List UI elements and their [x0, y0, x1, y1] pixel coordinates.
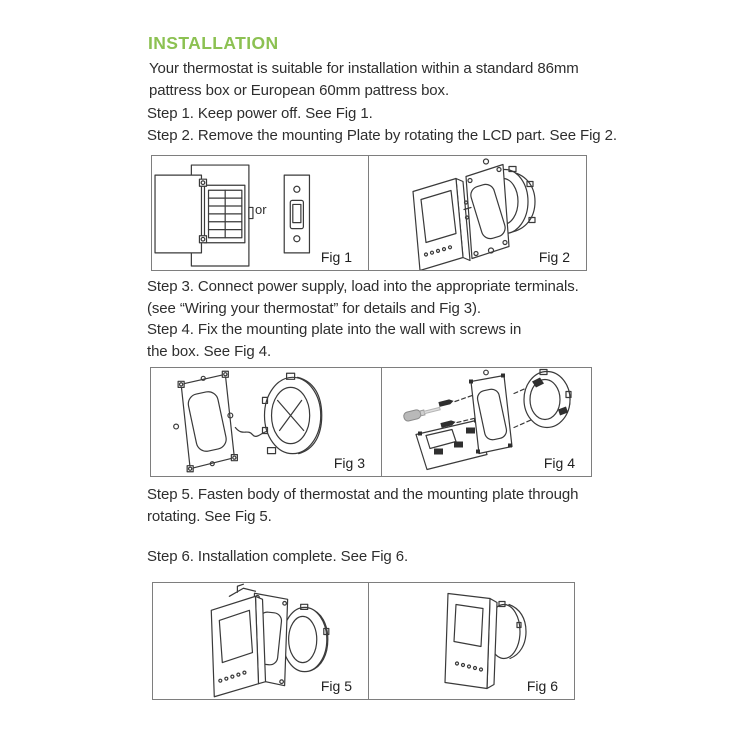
step-5-text-line1: Step 5. Fasten body of thermostat and the mounting plate through	[147, 486, 579, 503]
fig1-caption: Fig 1	[320, 249, 352, 265]
step-4-text-line2: the box. See Fig 4.	[147, 343, 272, 360]
light-switch-drawing	[284, 175, 309, 253]
wire-drawing	[235, 428, 266, 437]
step-4-text-line1: Step 4. Fix the mounting plate into the wall with screws in	[147, 321, 522, 338]
step-2-text: Step 2. Remove the mounting Plate by rotating the LCD part. See Fig 2.	[147, 127, 617, 144]
thermostat-body-drawing	[211, 596, 265, 696]
page-title: INSTALLATION	[148, 33, 279, 53]
figure-panel-fig6	[368, 583, 574, 699]
round-pattress-box-drawing	[262, 373, 321, 453]
step-5-text-line2: rotating. See Fig 5.	[147, 508, 272, 525]
fig3-caption: Fig 3	[333, 455, 365, 471]
step-6-text: Step 6. Installation complete. See Fig 6.	[147, 548, 409, 565]
round-pattress-box-drawing	[283, 604, 329, 671]
step-3-text-line2: (see “Wiring your thermostat” for details and Fig 3).	[147, 300, 481, 317]
screws-drawing	[438, 398, 456, 427]
figure-panel-fig1	[152, 156, 368, 270]
step-1-text: Step 1. Keep power off. See Fig 1.	[147, 105, 373, 122]
round-pattress-box-drawing	[524, 370, 571, 428]
figure-row-3	[152, 582, 575, 700]
figure-panel-fig3	[151, 368, 381, 476]
mounting-plate-drawing	[466, 159, 509, 259]
figure-panel-fig4	[381, 368, 591, 476]
figure-panel-fig5	[153, 583, 368, 699]
or-label: or	[255, 202, 267, 217]
thermostat-body-drawing	[413, 179, 471, 271]
intro-line-1: Your thermostat is suitable for installation within a standard 86mm	[149, 60, 579, 77]
fig4-caption: Fig 4	[543, 455, 575, 471]
thermostat-body-drawing	[445, 594, 497, 689]
screwdriver-drawing	[403, 404, 441, 422]
intro-line-2: pattress box or European 60mm pattress box.	[149, 82, 450, 99]
figure-row-1	[151, 155, 587, 271]
mounting-plate-drawing	[174, 371, 238, 471]
rotation-hook-drawing	[229, 584, 255, 596]
fig6-caption: Fig 6	[526, 678, 558, 694]
fuse-box-drawing	[155, 165, 253, 266]
figure-panel-fig2	[368, 156, 586, 270]
step-3-text-line1: Step 3. Connect power supply, load into the appropriate terminals.	[147, 278, 579, 295]
fig2-caption: Fig 2	[538, 249, 570, 265]
fig5-caption: Fig 5	[320, 678, 352, 694]
figure-row-2	[150, 367, 592, 477]
